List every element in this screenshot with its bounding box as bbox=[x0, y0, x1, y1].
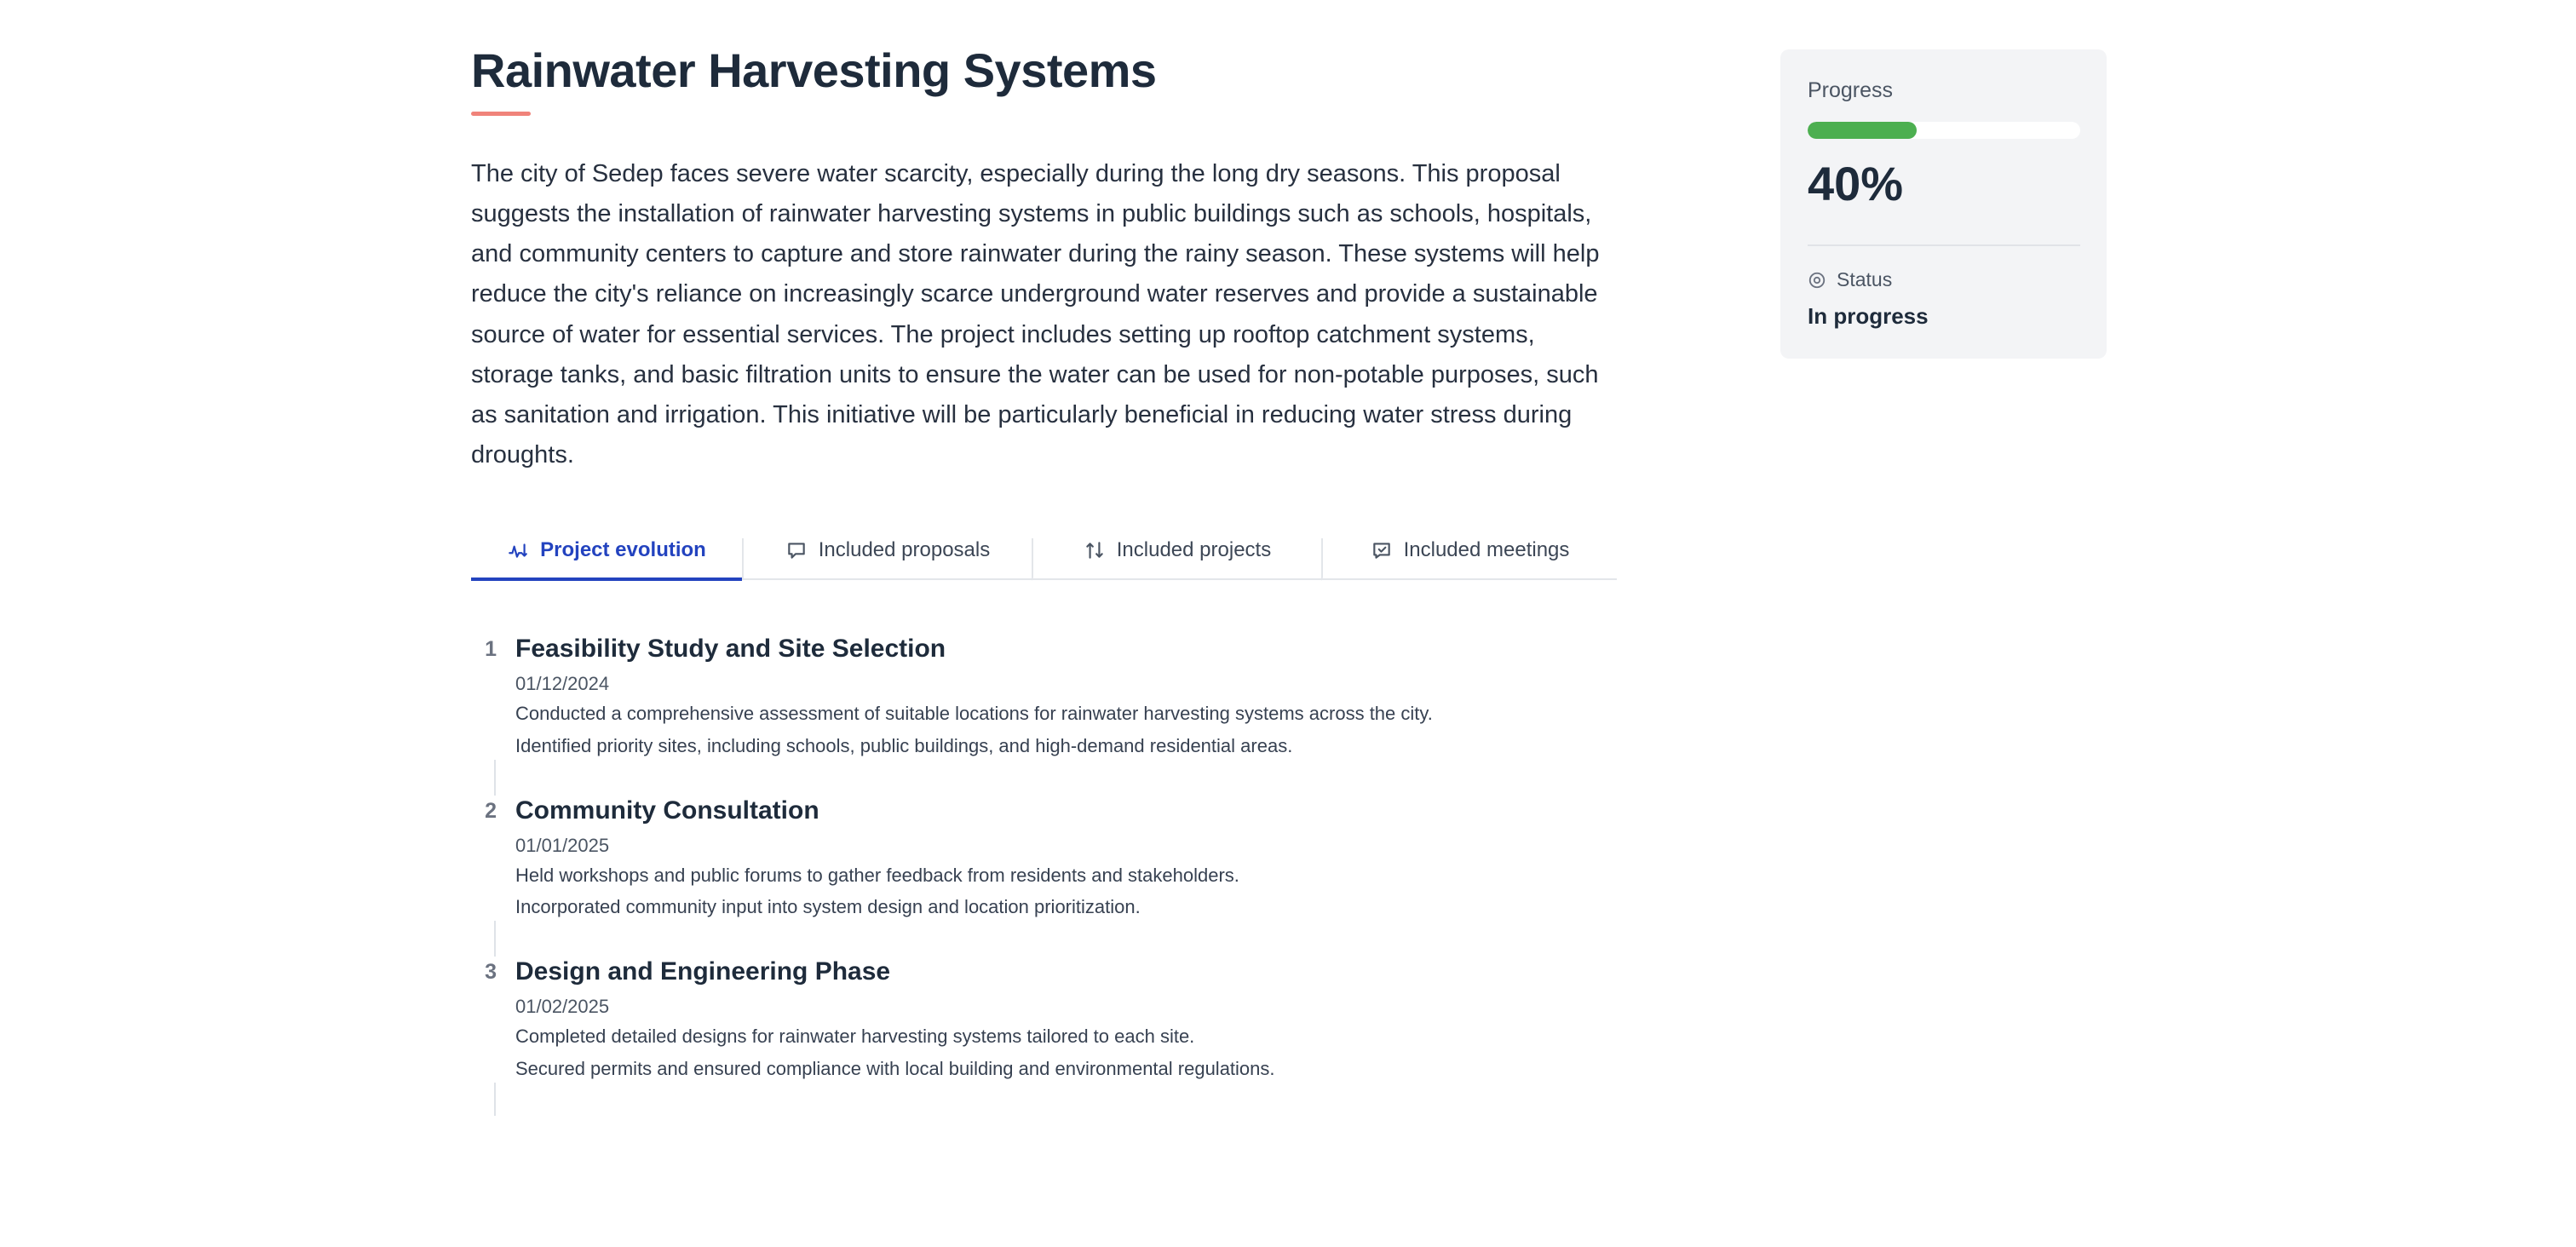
timeline-item-line-2: Incorporated community input into system design and location prioritization. bbox=[515, 896, 1141, 918]
tab-included-meetings[interactable] bbox=[1321, 538, 1617, 581]
progress-card bbox=[1780, 49, 2107, 359]
projects-icon bbox=[1084, 539, 1106, 561]
card-divider bbox=[1808, 244, 2080, 246]
timeline-item-body bbox=[515, 796, 1621, 922]
timeline-item bbox=[471, 957, 1621, 1118]
status-target-icon bbox=[1808, 271, 1826, 290]
progress-label: Progress bbox=[1808, 78, 1894, 102]
meetings-icon bbox=[1371, 539, 1393, 561]
main-content bbox=[471, 44, 1621, 1118]
timeline-item-title: Design and Engineering Phase bbox=[515, 957, 891, 986]
title-underline bbox=[471, 112, 531, 116]
timeline-item-line-1: Conducted a comprehensive assessment of suitable locations for rainwater harvesting systems across the city. bbox=[515, 702, 1433, 724]
timeline-item-line-2: Secured permits and ensured compliance with local building and environmental regulations. bbox=[515, 1058, 1275, 1080]
tab-label: Included projects bbox=[1116, 537, 1272, 561]
tab-label: Included meetings bbox=[1403, 537, 1570, 561]
timeline-item bbox=[471, 796, 1621, 957]
timeline-item-date: 01/02/2025 bbox=[515, 996, 610, 1018]
progress-percent: 40% bbox=[1808, 157, 1904, 210]
tab-label: Project evolution bbox=[540, 537, 706, 561]
status-label: Status bbox=[1837, 268, 1893, 290]
evolution-icon bbox=[507, 539, 529, 561]
proposal-icon bbox=[785, 539, 808, 561]
timeline-item bbox=[471, 634, 1621, 796]
timeline-item-date: 01/12/2024 bbox=[515, 672, 610, 694]
progress-bar bbox=[1808, 122, 2080, 139]
timeline-item-line-2: Identified priority sites, including schools, public buildings, and high-demand residential areas. bbox=[515, 734, 1293, 756]
project-evolution-timeline bbox=[471, 634, 1621, 1118]
tab-bar bbox=[471, 538, 1617, 580]
timeline-item-body bbox=[515, 957, 1621, 1083]
tab-included-projects[interactable] bbox=[1032, 538, 1321, 581]
timeline-item-line-1: Completed detailed designs for rainwater harvesting systems tailored to each site. bbox=[515, 1026, 1195, 1048]
status-row bbox=[1808, 268, 2079, 291]
timeline-item-title: Feasibility Study and Site Selection bbox=[515, 634, 946, 663]
status-badge: In progress bbox=[1808, 303, 1929, 329]
timeline-step-number: 1 bbox=[471, 634, 497, 760]
timeline-item-line-1: Held workshops and public forums to gather feedback from residents and stakeholders. bbox=[515, 864, 1239, 886]
timeline-item-title: Community Consultation bbox=[515, 796, 819, 825]
page-title: Rainwater Harvesting Systems bbox=[471, 43, 1157, 97]
timeline-step-number: 2 bbox=[471, 796, 497, 922]
tab-project-evolution[interactable] bbox=[471, 538, 742, 581]
progress-bar-fill bbox=[1808, 122, 1917, 139]
tab-included-proposals[interactable] bbox=[742, 538, 1032, 581]
timeline-step-number: 3 bbox=[471, 957, 497, 1083]
tab-label: Included proposals bbox=[818, 537, 991, 561]
timeline-item-body bbox=[515, 634, 1621, 760]
project-description: The city of Sedep faces severe water scarcity, especially during the long dry seasons. This proposal suggests the installation of rainwater harvesting systems in public buildings such as schools, hospitals, and community centers to capture and store rainwater during the rainy season. These systems will help reduce the city's reliance on increasingly scarce underground water reserves and provide a sustainable source of water for essential services. The project includes setting up rooftop catchment systems, storage tanks, and basic filtration units to ensure the water can be used for non-potable purposes, such as sanitation and irrigation. This initiative will be particularly beneficial in reducing water stress during droughts. bbox=[471, 159, 1600, 469]
timeline-item-date: 01/01/2025 bbox=[515, 834, 610, 856]
